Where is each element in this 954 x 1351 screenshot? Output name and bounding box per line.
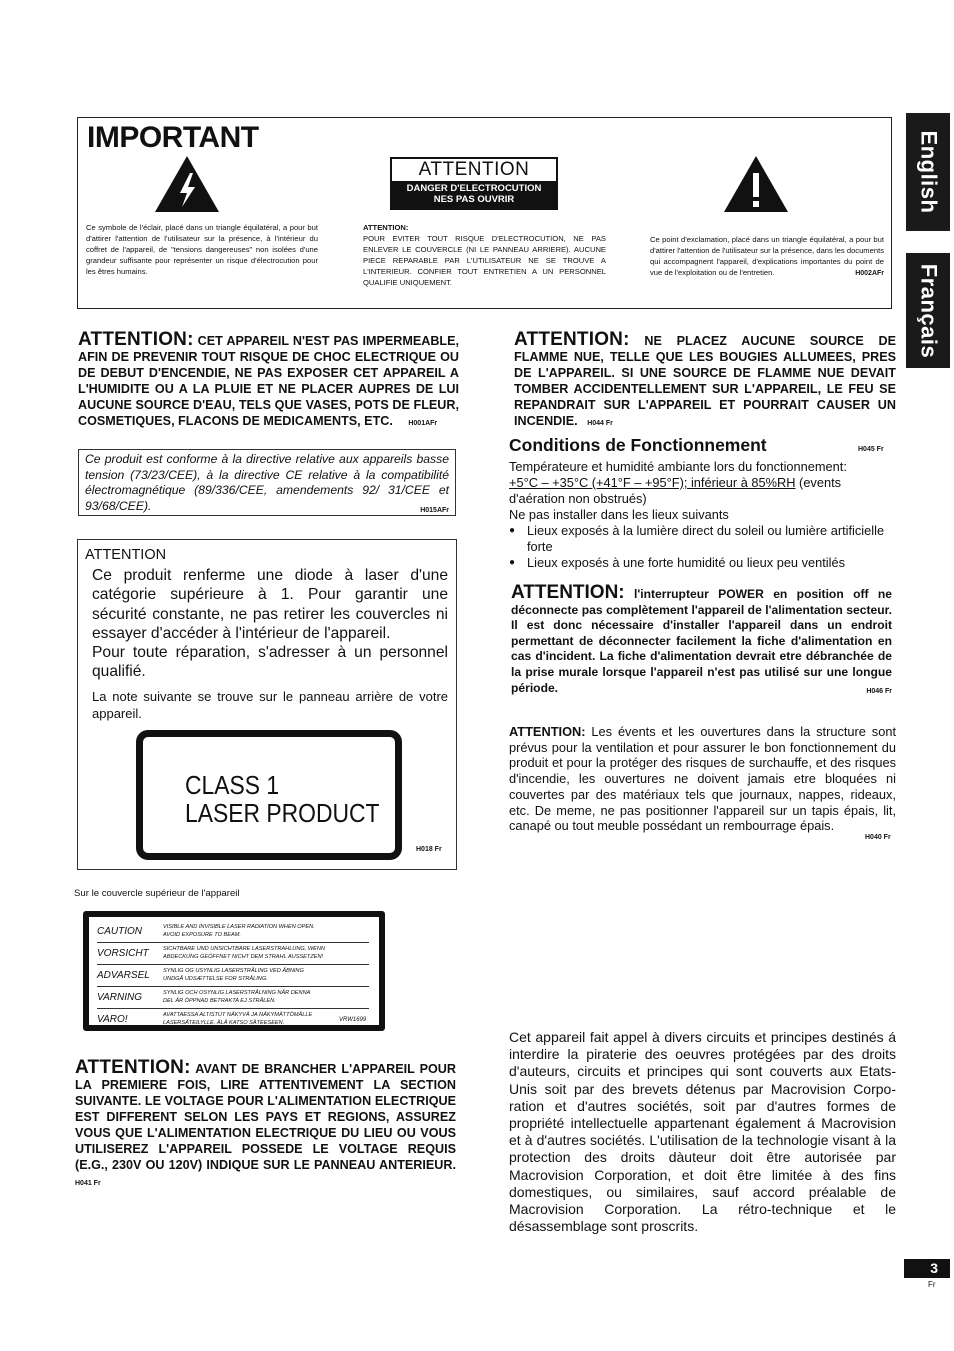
laser-paragraph-2: Pour toute réparation, s'adresser à un personnel qualifié.	[92, 644, 448, 681]
warning-row	[97, 943, 369, 965]
warning-lang: CAUTION	[97, 926, 142, 937]
class-1-label-text	[185, 771, 380, 827]
attention-water	[78, 329, 460, 432]
conditions-line-2	[509, 475, 897, 507]
exclamation-code: H002AFr	[855, 270, 884, 277]
laser-warning-rows	[97, 921, 369, 1030]
warning-row	[97, 987, 369, 1009]
attention-voltage-code: H041 Fr	[75, 1180, 101, 1187]
warning-lang: ADVARSEL	[97, 970, 150, 981]
attention-voltage-text: AVANT DE BRANCHER L'APPAREIL POUR LA PREMIERE FOIS, LIRE ATTENTIVEMENT LA SECTION SUIVANTE. LE VOLTAGE POUR L'ALIMENTATION ELECTRIQUE EST DIFFERENT SELON LES PAYS ET REGIONS, ASSUREZ VOUS QUE L'ALIMENTATION ELECTRIQUE DU LIEU OU VOUS UTILISEREZ L'APPAREIL POSSEDE LE VOLTAGE REQUIS (E.G., 230V OU 120V) INDIQUE SUR LE PANNEAU ANTERIEUR.	[75, 1062, 456, 1172]
attention-ventilation-word: ATTENTION:	[509, 724, 586, 739]
warning-text-line-2: AVOID EXPOSURE TO BEAM.	[163, 931, 241, 938]
attention-label-sub	[392, 181, 556, 208]
label-sub-line2: NES PAS OUVRIR	[433, 194, 515, 205]
warning-text	[163, 968, 304, 983]
warning-text-line-2: ABDECKUNG GEÖFFNET NICHT DEM STRAHL AUSSETZEN!	[163, 953, 324, 960]
attention-power-word: ATTENTION:	[511, 582, 625, 603]
lightning-description: Ce symbole de l'éclair, placé dans un triangle équilatéral, a pour but d'attirer l'attention de l'utilisateur sur la présence, à l'intérieur du coffret de l'appareil, de "tensions dangereuses" non isolées d'une grandeur suffisante pour représenter un risque d'électrocution pour les êtres humains.	[86, 223, 318, 276]
conditions-line-1: Températeure et humidité ambiante lors du fonctionnement:	[509, 459, 847, 474]
macrovision-notice: Cet appareil fait appel à divers circuits et principes destinés á interdire la piraterie des oeuvres protégées par des droits d'auteurs, circuits et principes qui sont couverts aux Etats-Unis soit par des brevets détenus par Macrovision Corpo-ration et d'autres sociétés, soit par d'autres formes de propriété intellectuelle appartenant également á Macrovision et à d'autres sociétés. L'utilisation de la technologie visant à la protection des droits dàuteur doit être autorisée par Macrovision Corporation, et doit être limitée à des fins domestiques, ou similaires, sauf accord préalable de Macrovision Corporation. La rétro-technique et le désassemblage sont proscrits.	[509, 1029, 896, 1235]
attention-power	[511, 582, 892, 699]
laser-paragraph-1: Ce produit renferme une diode à laser d'une catégorie supérieure à 1. Pour garantir une sécurité constante, ne pas retirer les couvercles ni essayer d'accéder à l'intérieur de l'appareil.	[92, 567, 448, 642]
lightning-warning-icon	[154, 155, 220, 213]
label-sub-line1: DANGER D'ELECTROCUTION	[406, 183, 542, 194]
attention-water-word: ATTENTION:	[78, 329, 194, 350]
attention-power-code: H046 Fr	[866, 687, 892, 695]
ce-code: H015AFr	[420, 506, 449, 514]
attention-flame	[514, 329, 896, 432]
warning-text-line-2: DEL ÄR ÖPPNAD BETRAKTA EJ STRÅLEN.	[163, 997, 276, 1004]
attention-ventilation-text: Les évents et les ouvertures dans la structure sont prévus pour la ventilation et pour assurer le bon fonctionnement du produit et pour la protéger des risques de surchauffe, et des risques d'incendie, les ouvertures ne doivent jamais etre bloquées ni couvertes par des matériaux tels que journaux, nappes, rideaux, etc. De meme, ne pas positionner l'appareil sur un tapis épais, lit, canapé ou tout meuble possédant un rembourrage épais.	[509, 724, 896, 834]
exclamation-description	[650, 234, 884, 279]
exclamation-warning-icon	[723, 155, 789, 213]
warning-text-line-1: VISIBLE AND INVISIBLE LASER RADIATION WHEN OPEN.	[163, 924, 315, 930]
attention-label-heading: ATTENTION	[418, 159, 530, 180]
warning-text-line-2: UNDGÅ UDSÆTTELSE FOR STRÅLING.	[163, 975, 268, 982]
warning-row	[97, 965, 369, 987]
attention-voltage-word: ATTENTION:	[75, 1057, 191, 1078]
page-number: 3	[904, 1259, 950, 1278]
conditions-body	[509, 459, 897, 571]
class-1-label	[136, 730, 402, 860]
attention-voltage	[75, 1057, 456, 1192]
conditions-list	[509, 523, 897, 571]
warning-text-line-1: AVATTAESSA ALTISTUT NÄKYVÄ JA NÄKYMÄTTÖMÄLLE	[163, 1012, 313, 1018]
tab-francais-label: Français	[916, 263, 941, 358]
class-line-2: LASER PRODUCT	[185, 798, 380, 828]
warning-code: VRW1699	[339, 1017, 367, 1023]
warning-text-line-2: LASERSÄTEILYLLE. ÄLÄ KATSO SÄTEESEEN.	[163, 1019, 285, 1026]
warning-row	[97, 921, 369, 943]
warning-text-line-1: SYNLIG OCH OSYNLIG LASERSTRÅLNING NÄR DENNA	[163, 990, 311, 996]
attention-flame-code: H044 Fr	[587, 420, 613, 427]
attention-electrocution	[363, 222, 606, 288]
warning-text	[163, 924, 315, 939]
warning-lang: VARO!	[97, 1014, 128, 1025]
warning-text-line-1: SICHTBARE UND UNSICHTBARE LASERSTRAHLUNG, WENN	[163, 946, 325, 952]
laser-warning-label	[83, 911, 385, 1031]
important-title: IMPORTANT	[87, 121, 259, 154]
conditions-temp-range: +5°C – +35°C (+41°F – +95°F); inférieur à 85%RH	[509, 475, 796, 490]
conditions-title: Conditions de Fonctionnement	[509, 435, 767, 455]
warning-text	[163, 990, 310, 1005]
tab-english[interactable]	[906, 113, 950, 231]
exclamation-description-text: Ce point d'exclamation, placé dans un triangle équilatéral, a pour but d'attirer l'attention de l'utilisateur sur la présence, dans les documents qui accompagnent l'appareil, d'explications importantes du point de vue de l'exploitation ou de l'entretien.	[650, 235, 884, 277]
attention-power-text: l'interrupteur POWER en position off ne déconnecte pas complètement l'appareil de l'alimentation secteur. Il est donc nécessaire d'installer l'appareil dans un endroit permettant de déconnecter facilement la fiche d'alimentation en cas d'incident. La fiche d'alimentation devrait etre débranchée de la prise murale lorsque l'appareil n'est pas utilisé sur une longue période.	[511, 587, 892, 695]
conditions-line-3: Ne pas installer dans les lieux suivants	[509, 507, 729, 522]
page-language: Fr	[928, 1280, 936, 1289]
ce-conformity-text: Ce produit est conforme à la directive relative aux appareils basse tension (73/23/CEE), à la directive CE relative à la compatibilité électromagnétique (89/336/CEE, amendements 92/ 31/CEE et 93/68/CEE).	[85, 452, 449, 513]
warning-row	[97, 1009, 369, 1030]
cover-caption: Sur le couvercle supérieur de l'appareil	[74, 888, 240, 899]
list-item: ● Lieux exposés à la lumière direct du soleil ou lumière artificielle forte	[509, 523, 897, 555]
conditions-code: H045 Fr	[858, 446, 884, 453]
attention-flame-text: NE PLACEZ AUCUNE SOURCE DE FLAMME NUE, TELLE QUE LES BOUGIES ALLUMEES, PRES DE L'APPAREIL. SI UNE SOURCE DE FLAMME NUE DEVAIT TOMBER ACCIDENTELLEMENT SUR L'APPAREIL, LE FEU SE REPANDRAIT SUR L'APPAREIL ET POURRAIT CAUSER UN INCENDIE.	[514, 334, 896, 428]
tab-francais[interactable]	[906, 253, 950, 368]
attention-water-code: H001AFr	[408, 420, 438, 427]
attention-label	[390, 157, 558, 210]
attention-ventilation-code: H040 Fr	[865, 834, 891, 841]
warning-text-line-1: SYNLIG OG USYNLIG LASERSTRÅLING VED ÅBNING	[163, 968, 304, 974]
conditions-line-2-tail: (events d'aération non obstrués)	[509, 475, 842, 506]
list-item: ● Lieux exposés à une forte humidité ou lieux peu ventilés	[509, 555, 897, 571]
attention-ventilation	[509, 724, 896, 834]
laser-heading: ATTENTION	[85, 547, 167, 563]
laser-paragraph-3: La note suivante se trouve sur le panneau arrière de votre appareil.	[92, 689, 448, 721]
laser-code: H018 Fr	[416, 846, 442, 853]
warning-text	[163, 946, 325, 961]
attention-electrocution-heading: ATTENTION:	[363, 223, 409, 232]
warning-lang: VARNING	[97, 992, 143, 1003]
ce-conformity	[85, 452, 449, 518]
attention-flame-word: ATTENTION:	[514, 329, 630, 350]
warning-text	[163, 1012, 312, 1027]
warning-lang: VORSICHT	[97, 948, 149, 959]
attention-electrocution-text: POUR EVITER TOUT RISQUE D'ELECTROCUTION, NE PAS ENLEVER LE COUVERCLE (NI LE PANNEAU ARRIERE). AUCUNE PIECE REPARABLE PAR L'UTILISATEUR NE SE TROUVE A L'INTERIEUR. CONFIER TOUT ENTRETIEN A UN PERSONNEL QUALIFIE UNIQUEMENT.	[363, 234, 606, 287]
class-line-1: CLASS 1	[185, 770, 280, 800]
attention-water-text: CET APPAREIL N'EST PAS IMPERMEABLE, AFIN DE PREVENIR TOUT RISQUE DE CHOC ELECTRIQUE OU DE DEBUT D'ENCENDIE, NE PAS EXPOSER CET APPAREIL A L'HUMIDITE OU A LA PLUIE ET NE PLACER AUPRES DE LUI AUCUNE SOURCE D'EAU, TELS QUE VASES, POTS DE FLEUR, COSMETIQUES, FLACONS DE MEDICAMENTS, ETC.	[78, 334, 460, 428]
tab-english-label: English	[916, 130, 942, 214]
